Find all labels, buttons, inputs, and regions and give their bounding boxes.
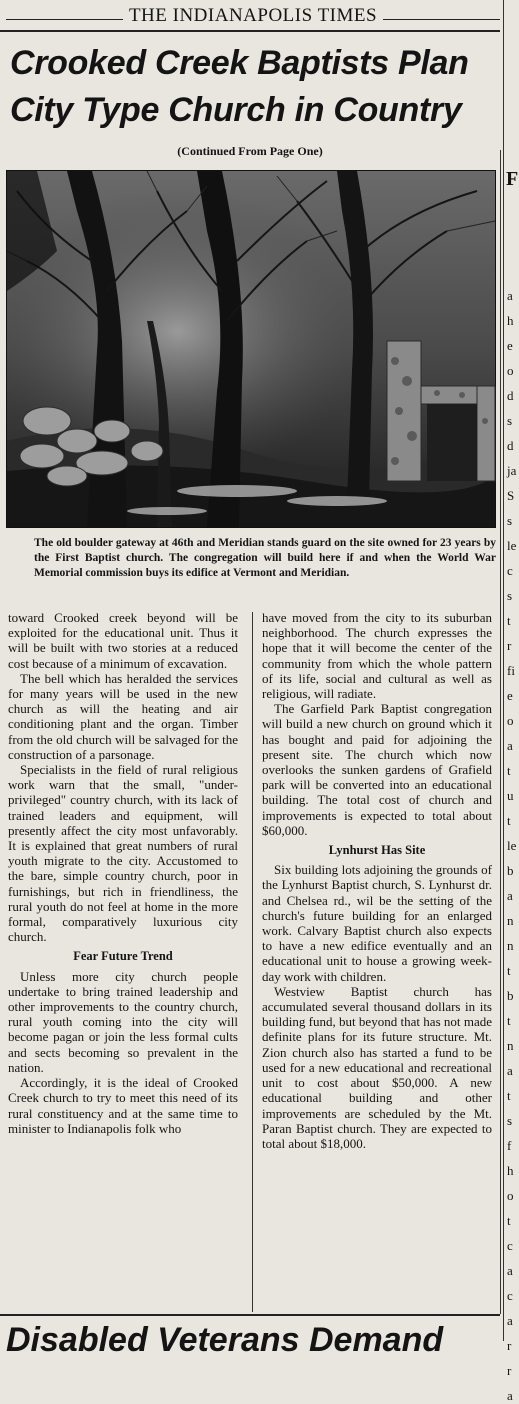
edge-letter: c bbox=[507, 1238, 513, 1253]
edge-letter: le bbox=[507, 838, 517, 853]
paragraph: Specialists in the field of rural religious work warn that the small, "under-privileged" country church, with its lack of trained leaders and equipment, will presently affect the city most unfavorably. It is explained that great numbers of rural youth migrate to the city. Accustomed to the bare, simple country church, poor in furnishings, but rich in friendliness, the rural youth do not feel at home in the more formal, comparatively luxurious city church. bbox=[8, 762, 238, 945]
top-rule bbox=[0, 30, 500, 32]
edge-letter: e bbox=[507, 338, 513, 353]
edge-letter: d bbox=[507, 438, 514, 453]
paragraph: have moved from the city to its suburban neighborhood. The church expresses the hope that it will become the center of the community from which the whole pattern of its life, social and cultural as well as religious, will radiate. bbox=[262, 610, 492, 702]
edge-letter: a bbox=[507, 288, 513, 303]
edge-letter: n bbox=[507, 1038, 514, 1053]
edge-letter: n bbox=[507, 913, 514, 928]
headline-line-1: Crooked Creek Baptists Plan bbox=[10, 44, 469, 82]
article-column-left bbox=[8, 610, 238, 1136]
masthead-rule-right bbox=[383, 19, 500, 20]
masthead-title: THE INDIANAPOLIS TIMES bbox=[128, 5, 378, 26]
continued-note: (Continued From Page One) bbox=[177, 144, 323, 158]
edge-letter: t bbox=[507, 1013, 511, 1028]
article-column-middle bbox=[262, 610, 492, 1151]
edge-letter: a bbox=[507, 738, 513, 753]
next-article-headline: Disabled Veterans Demand bbox=[6, 1321, 444, 1359]
edge-letter: c bbox=[507, 563, 513, 578]
news-photo-boulder-gateway bbox=[6, 170, 496, 528]
paragraph: The bell which has heralded the services for many years will be used in the new church as will the heating and air conditioning plant and the organ. Timber from the old church will be salvaged for the construction of a parsonage. bbox=[8, 670, 238, 762]
edge-letter: a bbox=[507, 1063, 513, 1078]
edge-letter: le bbox=[507, 538, 517, 553]
edge-letter: o bbox=[507, 363, 514, 378]
adjacent-column-fragment bbox=[503, 0, 519, 1403]
edge-letter: fi bbox=[507, 663, 515, 678]
paragraph: Accordingly, it is the ideal of Crooked Creek church to try to meet this need of its rural constituency and at the same time to minister to Indianapolis folk who bbox=[8, 1075, 238, 1136]
edge-letter: s bbox=[507, 413, 513, 428]
subhead-lynhurst-has-site: Lynhurst Has Site bbox=[328, 843, 426, 858]
edge-letter: t bbox=[507, 613, 511, 628]
masthead-rule-left bbox=[6, 19, 123, 20]
masthead bbox=[6, 4, 500, 28]
edge-letter: a bbox=[507, 888, 513, 903]
edge-letter: b bbox=[507, 988, 514, 1003]
edge-letter: a bbox=[507, 1263, 513, 1278]
paragraph: Unless more city church people undertake to bring trained leadership and other improvements to the country church, rural youth coming into the city will become pagan or join the less formal cults and sects becoming so prevalent in the nation. bbox=[8, 968, 238, 1075]
bottom-rule bbox=[0, 1314, 500, 1316]
edge-letter: c bbox=[507, 1288, 513, 1303]
subhead-fear-future-trend: Fear Future Trend bbox=[73, 949, 173, 964]
edge-letter: t bbox=[507, 1213, 511, 1228]
edge-letter: s bbox=[507, 513, 513, 528]
headline-line-2: City Type Church in Country bbox=[10, 91, 462, 129]
paragraph: Six building lots adjoining the grounds of the Lynhurst Baptist church, S. Lynhurst dr. and Chelsea rd., wil be the setting of the church's future building for an enlarged work. Calvary Baptist church also expects to have a new edifice eventually and an educational unit to house a growing week-day work with children. bbox=[262, 862, 492, 984]
edge-letter: t bbox=[507, 1088, 511, 1103]
paragraph: toward Crooked creek beyond will be exploited for the educational unit. Thus it will be built with two stories at a reduced cost because of a minimum of excavation. bbox=[8, 610, 238, 671]
edge-letter: u bbox=[507, 788, 514, 803]
edge-letter: o bbox=[507, 1188, 514, 1203]
edge-letter: t bbox=[507, 813, 511, 828]
edge-letter: r bbox=[507, 638, 512, 653]
paragraph: Westview Baptist church has accumulated several thousand dollars in its building fund, but beyond that has not made definite plans for its future structure. Mt. Zion church also has started a fund to be used for a new educational and recreational unit to cost about $50,000. A new educational building and other improvements are scheduled by the Mt. Paran Baptist church. They are expected to total about $18,000. bbox=[262, 983, 492, 1151]
column-rule-1 bbox=[252, 612, 253, 1312]
edge-letter: S bbox=[507, 488, 515, 503]
edge-letter: F bbox=[506, 168, 519, 190]
edge-letter: ja bbox=[507, 463, 517, 478]
edge-letter: h bbox=[507, 1163, 514, 1178]
paragraph: The Garfield Park Baptist congregation will build a new church on ground which it has bought and paid for adjoining the present site. The church which now overlooks the sunken gardens of Grafield park will be converted into an educational building. The total cost of church and improvements is expected to total about $60,000. bbox=[262, 701, 492, 838]
edge-letter: a bbox=[507, 1313, 513, 1328]
edge-letter: s bbox=[507, 588, 513, 603]
edge-letter: e bbox=[507, 688, 513, 703]
edge-letter: n bbox=[507, 938, 514, 953]
edge-letter: a bbox=[507, 1388, 513, 1403]
headline bbox=[10, 40, 500, 134]
photo-caption: The old boulder gateway at 46th and Meridian stands guard on the site owned for 23 years by the First Baptist church. The congregation will build here if and when the World War Memorial commission buys its edifice at Vermont and Meridian. bbox=[34, 537, 496, 579]
edge-letter: r bbox=[507, 1338, 512, 1353]
edge-letter: r bbox=[507, 1363, 512, 1378]
edge-letter: d bbox=[507, 388, 514, 403]
edge-letter: f bbox=[507, 1138, 512, 1153]
column-rule-right bbox=[500, 150, 501, 1314]
edge-letter: o bbox=[507, 713, 514, 728]
edge-letter: b bbox=[507, 863, 514, 878]
edge-letter: h bbox=[507, 313, 514, 328]
edge-letter: t bbox=[507, 763, 511, 778]
edge-letter: s bbox=[507, 1113, 513, 1128]
edge-letter: t bbox=[507, 963, 511, 978]
